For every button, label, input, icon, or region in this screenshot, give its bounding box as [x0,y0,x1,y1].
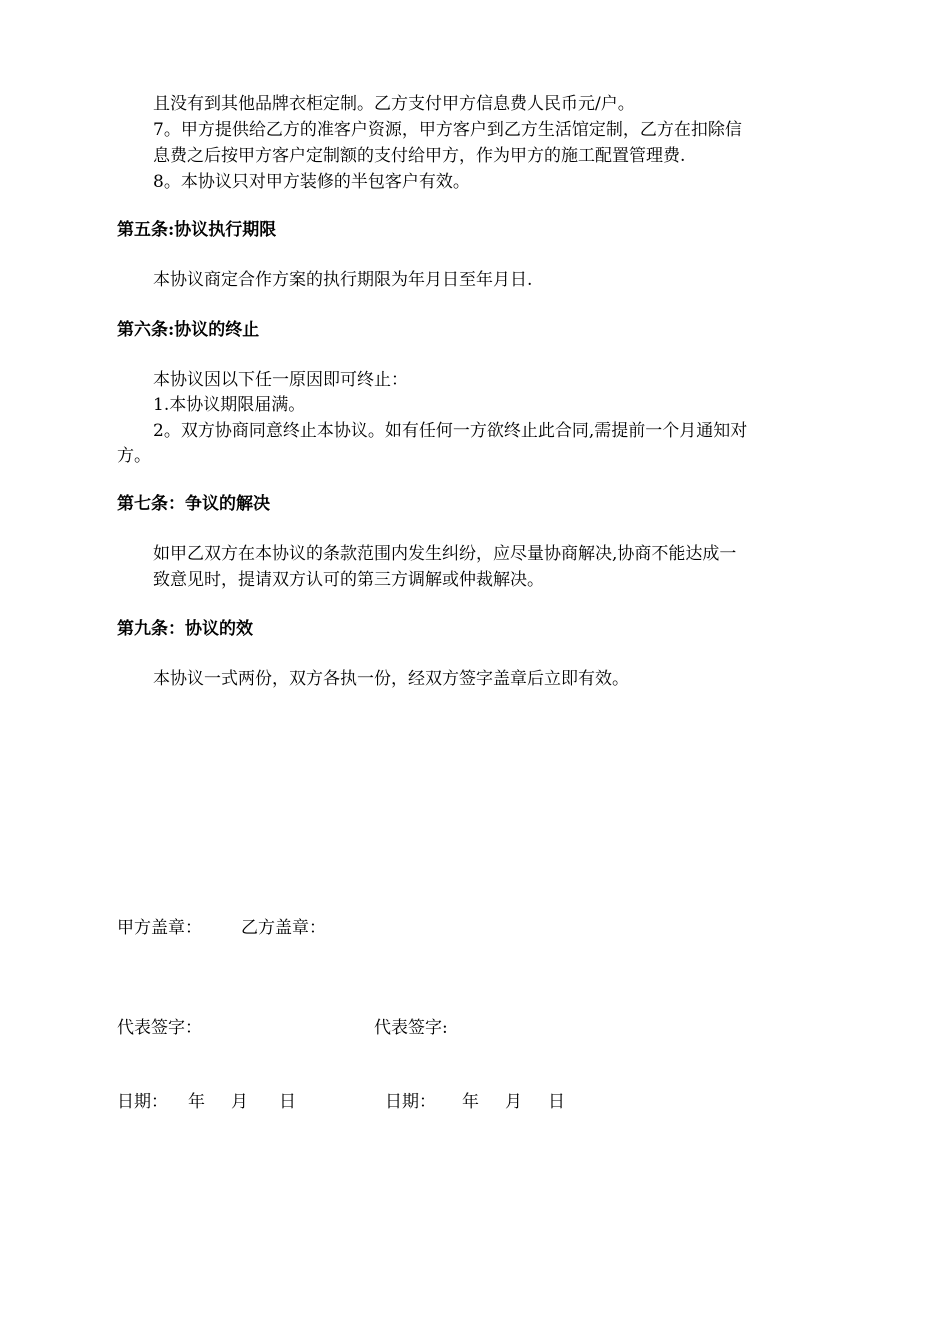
party-b-date-label: 日期： [385,1092,436,1112]
party-a-date-year: 年 [188,1092,205,1112]
paragraph-line: 且没有到其他品牌衣柜定制。乙方支付甲方信息费人民币元/户。 [153,94,635,114]
clause-7-line: 7。甲方提供给乙方的准客户资源，甲方客户到乙方生活馆定制，乙方在扣除信 [153,120,742,140]
clause-8-line: 8。本协议只对甲方装修的半包客户有效。 [153,172,470,192]
article-6-item-2: 2。双方协商同意终止本协议。如有任何一方欲终止此合同,需提前一个月通知对 [153,421,748,441]
party-b-seal-label: 乙方盖章： [241,918,326,938]
article-9-text: 本协议一式两份，双方各执一份，经双方签字盖章后立即有效。 [153,669,629,689]
party-a-date-label: 日期： [117,1092,168,1112]
article-6-heading: 第六条:协议的终止 [117,320,260,340]
article-7-text: 致意见时，提请双方认可的第三方调解或仲裁解决。 [153,570,544,590]
clause-7-line: 息费之后按甲方客户定制额的支付给甲方，作为甲方的施工配置管理费. [153,146,686,166]
article-5-text: 本协议商定合作方案的执行期限为年月日至年月日. [153,270,533,290]
article-6-item-2-cont: 方。 [117,446,151,466]
article-5-heading: 第五条:协议执行期限 [117,220,277,240]
party-a-date-month: 月 [231,1092,248,1112]
article-7-heading: 第七条：争议的解决 [117,494,270,514]
party-a-date-day: 日 [279,1092,296,1112]
article-9-heading: 第九条：协议的效 [117,619,253,639]
party-b-date-day: 日 [548,1092,565,1112]
party-b-rep-sign-label: 代表签字: [374,1018,448,1038]
article-6-text: 本协议因以下任一原因即可终止： [153,370,408,390]
party-a-rep-sign-label: 代表签字： [117,1018,202,1038]
party-b-date-month: 月 [505,1092,522,1112]
party-a-seal-label: 甲方盖章： [117,918,202,938]
article-7-text: 如甲乙双方在本协议的条款范围内发生纠纷，应尽量协商解决,协商不能达成一 [153,544,737,564]
article-6-item-1: 1.本协议期限届满。 [153,395,306,415]
party-b-date-year: 年 [462,1092,479,1112]
